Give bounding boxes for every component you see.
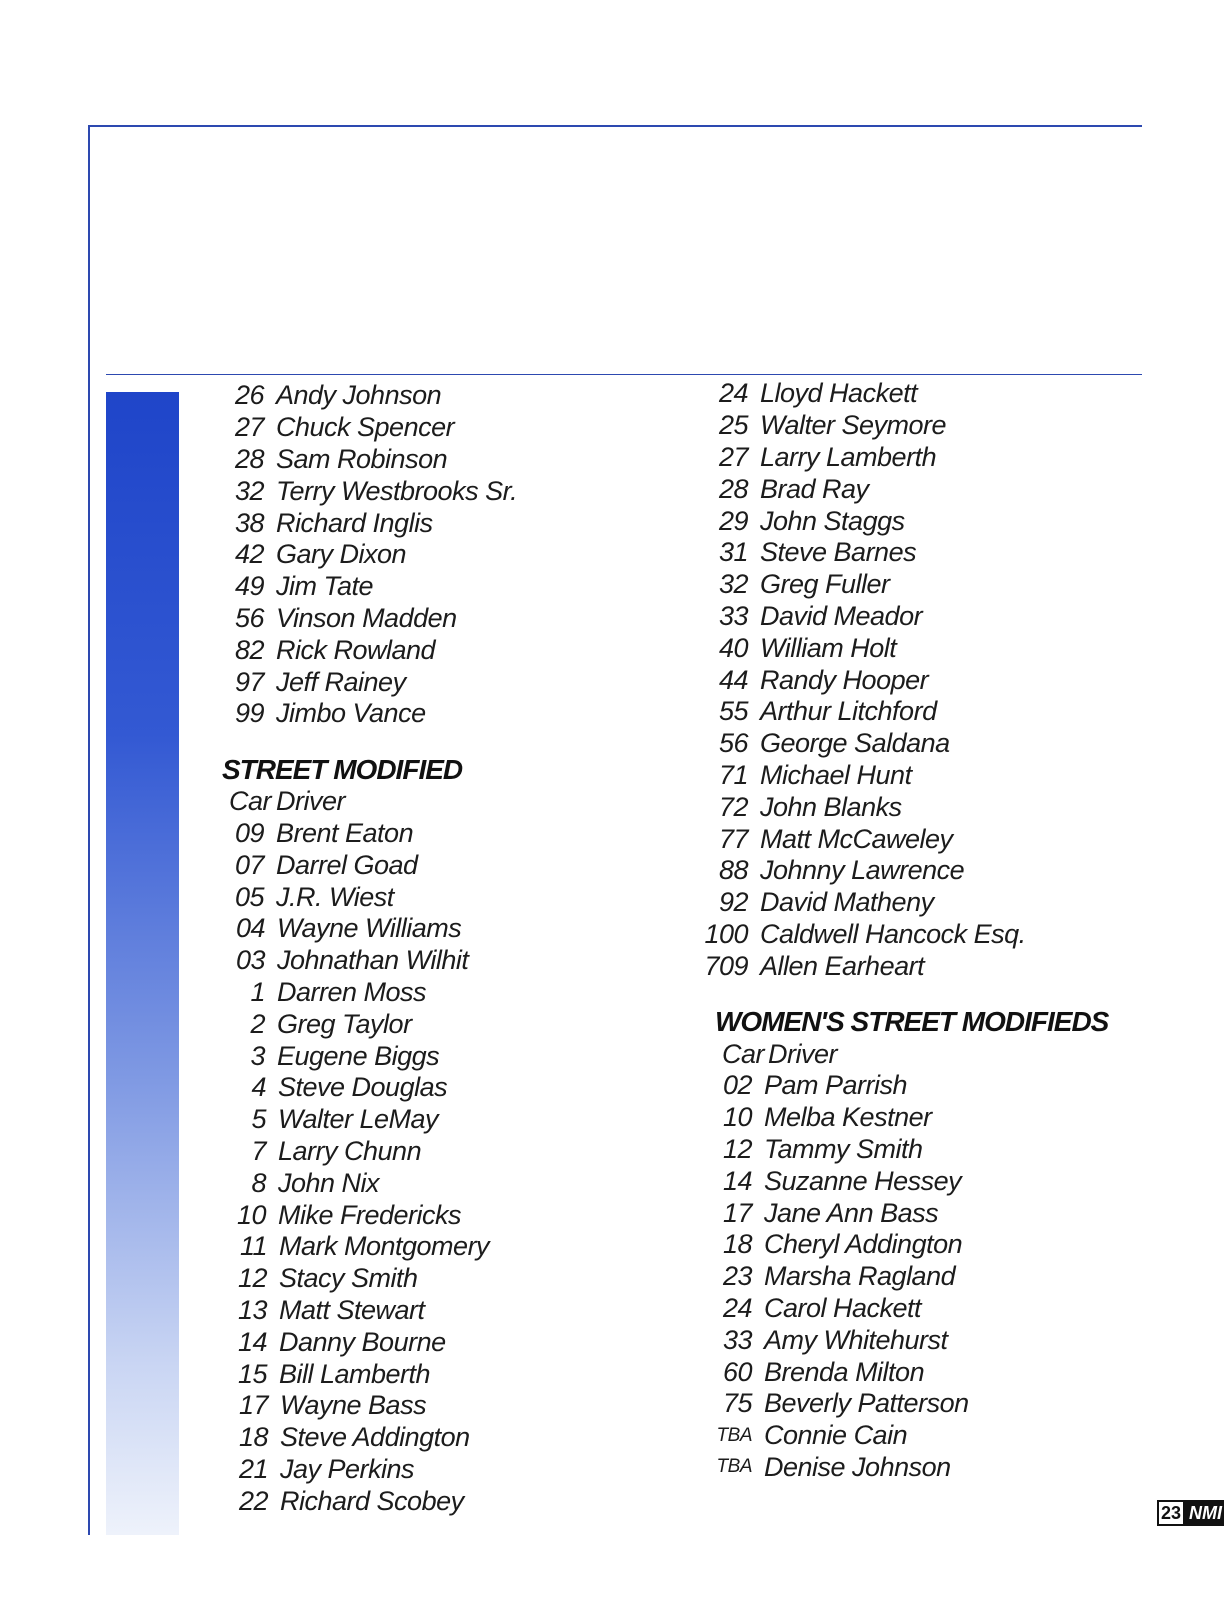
driver-name: Walter Seymore bbox=[760, 410, 947, 441]
driver-name: John Blanks bbox=[760, 791, 902, 822]
car-number: 15 bbox=[237, 1358, 267, 1389]
list-row bbox=[206, 475, 646, 507]
car-number: 07 bbox=[234, 849, 264, 880]
car-number: 2 bbox=[250, 1008, 265, 1039]
car-number: 23 bbox=[722, 1261, 752, 1292]
list-row bbox=[206, 1422, 646, 1454]
list-row bbox=[690, 1356, 1110, 1388]
list-row bbox=[206, 977, 646, 1009]
list-row bbox=[206, 1231, 646, 1263]
list-row bbox=[206, 913, 646, 945]
list-row bbox=[690, 1229, 1110, 1261]
section-rule bbox=[106, 374, 1142, 375]
driver-name: Lloyd Hackett bbox=[760, 378, 918, 409]
car-number: 27 bbox=[718, 441, 748, 472]
driver-name: Richard Scobey bbox=[280, 1485, 464, 1516]
list-row bbox=[206, 444, 646, 476]
car-number: 8 bbox=[251, 1167, 266, 1198]
driver-name: Carol Hackett bbox=[764, 1292, 922, 1323]
list-row bbox=[206, 1104, 646, 1136]
car-number: 99 bbox=[234, 698, 264, 729]
driver-name: Brenda Milton bbox=[764, 1356, 925, 1387]
driver-name: Steve Douglas bbox=[278, 1072, 448, 1103]
car-number: 21 bbox=[238, 1453, 268, 1484]
list-row bbox=[690, 473, 1110, 505]
list-row bbox=[690, 1324, 1110, 1356]
list-row bbox=[206, 412, 646, 444]
list-row bbox=[206, 603, 646, 635]
driver-name: Beverly Patterson bbox=[764, 1388, 969, 1419]
list-row bbox=[690, 887, 1110, 919]
car-number: 33 bbox=[722, 1324, 752, 1355]
car-number: 60 bbox=[722, 1356, 752, 1387]
list-row bbox=[206, 1199, 646, 1231]
list-row bbox=[206, 1008, 646, 1040]
list-row bbox=[690, 632, 1110, 664]
car-number: 29 bbox=[718, 505, 748, 536]
driver-name: Wayne Williams bbox=[277, 913, 462, 944]
list-row bbox=[690, 823, 1110, 855]
driver-name: William Holt bbox=[760, 632, 897, 663]
car-number: 24 bbox=[718, 378, 748, 409]
car-number: 3 bbox=[250, 1040, 265, 1071]
list-row bbox=[690, 1197, 1110, 1229]
car-number: TBA bbox=[716, 1424, 752, 1446]
driver-name: John Staggs bbox=[760, 505, 905, 536]
list-row bbox=[690, 728, 1110, 760]
car-number: 04 bbox=[235, 913, 265, 944]
page-badge bbox=[1157, 1500, 1224, 1526]
womens-street-modifieds-list bbox=[690, 1070, 1110, 1483]
car-number: 03 bbox=[235, 945, 265, 976]
driver-name: Jimbo Vance bbox=[276, 698, 426, 729]
driver-name: Sam Robinson bbox=[276, 443, 448, 474]
car-number: 12 bbox=[237, 1263, 267, 1294]
driver-name: Larry Chunn bbox=[278, 1135, 422, 1166]
car-number: 27 bbox=[234, 412, 264, 443]
list-row bbox=[690, 569, 1110, 601]
right-column bbox=[690, 378, 1110, 1483]
womens-street-modifieds-heading: WOMEN'S STREET MODIFIEDS bbox=[715, 1006, 1109, 1038]
driver-name: Pam Parrish bbox=[764, 1070, 908, 1101]
driver-name: Brent Eaton bbox=[276, 817, 414, 848]
car-number: TBA bbox=[716, 1456, 752, 1478]
driver-name: Gary Dixon bbox=[276, 539, 407, 570]
list-row bbox=[206, 634, 646, 666]
list-row bbox=[206, 698, 646, 730]
driver-name: Denise Johnson bbox=[764, 1451, 951, 1482]
list-row bbox=[690, 505, 1110, 537]
car-number: 14 bbox=[237, 1326, 267, 1357]
car-number: 26 bbox=[234, 380, 264, 411]
car-column-header: Car bbox=[229, 786, 272, 817]
driver-name: Richard Inglis bbox=[276, 507, 433, 538]
list-row bbox=[690, 1070, 1110, 1102]
driver-name: Darren Moss bbox=[277, 976, 427, 1007]
car-column-header: Car bbox=[722, 1038, 765, 1069]
driver-name: Jim Tate bbox=[276, 571, 374, 602]
list-row bbox=[690, 1134, 1110, 1166]
list-row bbox=[690, 950, 1110, 982]
list-row bbox=[206, 1072, 646, 1104]
driver-name: Matt Stewart bbox=[279, 1294, 425, 1325]
driver-name: Eugene Biggs bbox=[277, 1040, 440, 1071]
street-modified-list bbox=[206, 818, 646, 1518]
bleed-through-text bbox=[500, 60, 517, 116]
car-number: 100 bbox=[704, 918, 748, 949]
car-number: 40 bbox=[718, 632, 748, 663]
list-row bbox=[690, 791, 1110, 823]
driver-name: George Saldana bbox=[760, 728, 950, 759]
list-row bbox=[206, 380, 646, 412]
car-number: 1 bbox=[250, 976, 265, 1007]
driver-name: Amy Whitehurst bbox=[764, 1324, 948, 1355]
list-row bbox=[690, 378, 1110, 410]
driver-name: Chuck Spencer bbox=[276, 412, 455, 443]
car-number: 24 bbox=[722, 1292, 752, 1323]
car-number: 97 bbox=[234, 666, 264, 697]
driver-name: Matt McCaweley bbox=[760, 823, 953, 854]
list-row bbox=[206, 666, 646, 698]
car-number: 49 bbox=[234, 571, 264, 602]
car-number: 02 bbox=[722, 1070, 752, 1101]
driver-name: Vinson Madden bbox=[276, 602, 457, 633]
car-number: 17 bbox=[238, 1390, 268, 1421]
list-row bbox=[690, 855, 1110, 887]
car-number: 28 bbox=[718, 473, 748, 504]
brand-logo: NMI bbox=[1185, 1500, 1224, 1526]
list-row bbox=[206, 507, 646, 539]
driver-name: Johnathan Wilhit bbox=[277, 945, 469, 976]
driver-name: Suzanne Hessey bbox=[764, 1165, 962, 1196]
list-row bbox=[690, 1261, 1110, 1293]
list-row bbox=[690, 760, 1110, 792]
list-row bbox=[206, 945, 646, 977]
driver-name: Johnny Lawrence bbox=[760, 855, 965, 886]
car-number: 32 bbox=[718, 569, 748, 600]
left-column bbox=[206, 380, 646, 1517]
list-row bbox=[206, 539, 646, 571]
list-row bbox=[690, 1452, 1110, 1484]
list-row bbox=[206, 1485, 646, 1517]
driver-name: Terry Westbrooks Sr. bbox=[276, 475, 518, 506]
car-number: 92 bbox=[718, 887, 748, 918]
driver-name: Melba Kestner bbox=[764, 1102, 932, 1133]
car-number: 4 bbox=[251, 1072, 266, 1103]
car-number: 11 bbox=[239, 1231, 267, 1262]
street-modified-column-headers bbox=[206, 786, 646, 818]
driver-name: Caldwell Hancock Esq. bbox=[760, 918, 1026, 949]
driver-name: Greg Fuller bbox=[760, 569, 890, 600]
car-number: 25 bbox=[718, 410, 748, 441]
car-number: 56 bbox=[718, 728, 748, 759]
womens-column-headers bbox=[690, 1038, 1110, 1070]
list-row bbox=[690, 1102, 1110, 1134]
car-number: 28 bbox=[234, 443, 264, 474]
driver-name: Tammy Smith bbox=[764, 1133, 923, 1164]
driver-name: Danny Bourne bbox=[279, 1326, 446, 1357]
driver-name: Darrel Goad bbox=[276, 849, 418, 880]
car-number: 88 bbox=[718, 855, 748, 886]
list-row bbox=[690, 664, 1110, 696]
driver-name: Steve Addington bbox=[280, 1422, 470, 1453]
blue-gradient-bar bbox=[106, 392, 179, 1535]
list-row bbox=[206, 1390, 646, 1422]
driver-name: John Nix bbox=[278, 1167, 380, 1198]
driver-name: Greg Taylor bbox=[277, 1008, 412, 1039]
driver-name: Michael Hunt bbox=[760, 759, 912, 790]
car-number: 44 bbox=[718, 664, 748, 695]
car-number: 42 bbox=[234, 539, 264, 570]
car-number: 5 bbox=[251, 1104, 266, 1135]
car-number: 05 bbox=[234, 881, 264, 912]
car-number: 18 bbox=[238, 1422, 268, 1453]
right-top-list bbox=[690, 378, 1110, 982]
list-row bbox=[206, 1167, 646, 1199]
car-number: 22 bbox=[238, 1485, 268, 1516]
driver-column-header: Driver bbox=[276, 786, 345, 817]
driver-name: Marsha Ragland bbox=[764, 1261, 956, 1292]
top-rule bbox=[88, 125, 1142, 127]
driver-name: Wayne Bass bbox=[280, 1390, 427, 1421]
driver-name: Connie Cain bbox=[764, 1420, 908, 1451]
left-top-list bbox=[206, 380, 646, 730]
car-number: 75 bbox=[722, 1388, 752, 1419]
list-row bbox=[206, 1263, 646, 1295]
car-number: 56 bbox=[234, 602, 264, 633]
driver-name: Steve Barnes bbox=[760, 537, 917, 568]
car-number: 55 bbox=[718, 696, 748, 727]
driver-name: J.R. Wiest bbox=[276, 881, 394, 912]
list-row bbox=[690, 601, 1110, 633]
driver-name: Rick Rowland bbox=[276, 634, 436, 665]
driver-name: Andy Johnson bbox=[276, 380, 442, 411]
driver-name: Walter LeMay bbox=[278, 1104, 439, 1135]
driver-name: Mark Montgomery bbox=[279, 1231, 490, 1262]
list-row bbox=[690, 1388, 1110, 1420]
car-number: 33 bbox=[718, 600, 748, 631]
car-number: 13 bbox=[237, 1294, 267, 1325]
driver-name: David Matheny bbox=[760, 887, 934, 918]
list-row bbox=[206, 1358, 646, 1390]
list-row bbox=[206, 571, 646, 603]
list-row bbox=[690, 919, 1110, 951]
street-modified-heading: STREET MODIFIED bbox=[222, 753, 463, 785]
page-number: 23 bbox=[1157, 1500, 1185, 1526]
car-number: 72 bbox=[718, 791, 748, 822]
list-row bbox=[206, 881, 646, 913]
list-row bbox=[206, 1040, 646, 1072]
driver-name: Mike Fredericks bbox=[278, 1199, 462, 1230]
left-rule bbox=[88, 125, 90, 1535]
car-number: 10 bbox=[722, 1102, 752, 1133]
list-row bbox=[690, 696, 1110, 728]
driver-name: Randy Hooper bbox=[760, 664, 929, 695]
list-row bbox=[690, 410, 1110, 442]
list-row bbox=[690, 1420, 1110, 1452]
car-number: 18 bbox=[722, 1229, 752, 1260]
car-number: 7 bbox=[251, 1135, 266, 1166]
car-number: 709 bbox=[704, 950, 748, 981]
list-row bbox=[206, 818, 646, 850]
list-row bbox=[690, 442, 1110, 474]
driver-name: Bill Lamberth bbox=[279, 1358, 431, 1389]
car-number: 31 bbox=[718, 537, 748, 568]
car-number: 12 bbox=[722, 1133, 752, 1164]
driver-column-header: Driver bbox=[768, 1038, 837, 1069]
list-row bbox=[206, 1295, 646, 1327]
driver-name: Arthur Litchford bbox=[760, 696, 937, 727]
list-row bbox=[206, 849, 646, 881]
driver-name: Jay Perkins bbox=[280, 1453, 415, 1484]
driver-name: Stacy Smith bbox=[279, 1263, 418, 1294]
car-number: 38 bbox=[234, 507, 264, 538]
list-row bbox=[206, 1326, 646, 1358]
car-number: 77 bbox=[718, 823, 748, 854]
list-row bbox=[690, 1165, 1110, 1197]
driver-name: Larry Lamberth bbox=[760, 441, 937, 472]
list-row bbox=[690, 1293, 1110, 1325]
list-row bbox=[206, 1136, 646, 1168]
car-number: 17 bbox=[722, 1197, 752, 1228]
driver-name: Allen Earheart bbox=[760, 950, 925, 981]
driver-name: David Meador bbox=[760, 600, 923, 631]
list-row bbox=[206, 1454, 646, 1486]
car-number: 10 bbox=[236, 1199, 266, 1230]
car-number: 14 bbox=[722, 1165, 752, 1196]
car-number: 71 bbox=[718, 759, 748, 790]
driver-name: Brad Ray bbox=[760, 473, 869, 504]
driver-name: Jane Ann Bass bbox=[764, 1197, 939, 1228]
car-number: 82 bbox=[234, 634, 264, 665]
list-row bbox=[690, 537, 1110, 569]
driver-name: Jeff Rainey bbox=[276, 666, 406, 697]
car-number: 09 bbox=[234, 817, 264, 848]
driver-name: Cheryl Addington bbox=[764, 1229, 963, 1260]
car-number: 32 bbox=[234, 475, 264, 506]
